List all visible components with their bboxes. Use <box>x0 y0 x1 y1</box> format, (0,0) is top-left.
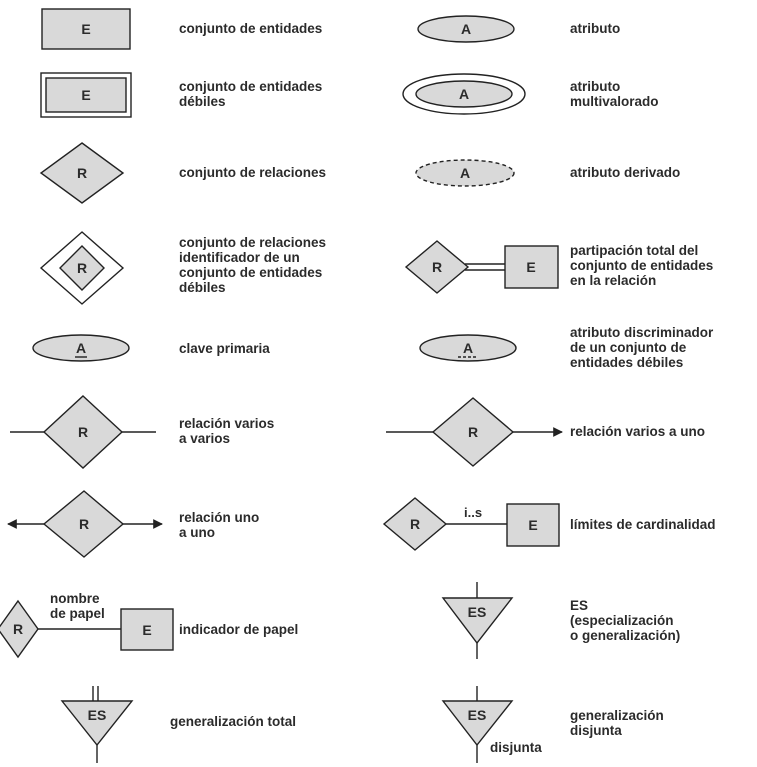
attribute-symbol <box>418 16 514 42</box>
isa-symbol <box>443 582 512 659</box>
attribute-letter: A <box>459 165 471 181</box>
label-disjoint: disjunta <box>490 740 542 755</box>
identifying-relationship-symbol <box>41 232 123 304</box>
label-primary-key: clave primaria <box>179 341 270 356</box>
relationship-letter: R <box>12 621 24 637</box>
label-weak-entity-set: conjunto de entidades débiles <box>179 79 323 109</box>
isa-letters: ES <box>87 707 107 723</box>
label-one-to-one: relación uno a uno <box>179 510 260 540</box>
label-disjoint-generalization: generalización disjunta <box>570 708 664 738</box>
many-to-one-symbol <box>386 398 562 466</box>
label-identifying-relationship: conjunto de relaciones identificador de un conjunto de entidades débiles <box>179 235 327 295</box>
entity-letter: E <box>526 259 536 275</box>
discriminator-attribute-symbol <box>420 335 516 361</box>
label-total-generalization: generalización total <box>170 714 297 729</box>
isa-letters: ES <box>467 707 487 723</box>
attribute-letter: A <box>75 340 87 356</box>
label-discriminator-attribute: atributo discriminador de un conjunto de entidades débiles <box>570 325 714 370</box>
label-role-indicator: indicador de papel <box>179 622 299 637</box>
label-many-to-one: relación varios a uno <box>570 424 706 439</box>
weak-entity-set-symbol <box>41 73 131 117</box>
label-relationship-set: conjunto de relaciones <box>179 165 327 180</box>
attribute-letter: A <box>462 340 474 356</box>
entity-letter: E <box>81 87 91 103</box>
relationship-letter: R <box>78 516 90 532</box>
one-to-one-symbol <box>8 491 162 557</box>
isa-letters: ES <box>467 604 487 620</box>
label-role-name: nombre de papel <box>50 591 105 621</box>
relationship-letter: R <box>431 259 443 275</box>
relationship-letter: R <box>467 424 479 440</box>
label-entity-set: conjunto de entidades <box>179 21 323 36</box>
cardinality-limits-symbol <box>384 498 559 550</box>
label-multivalued-attribute: atributo multivalorado <box>570 79 659 109</box>
entity-letter: E <box>142 622 152 638</box>
label-many-to-many: relación varios a varios <box>179 416 275 446</box>
label-attribute: atributo <box>570 21 621 36</box>
attribute-letter: A <box>460 21 472 37</box>
attribute-letter: A <box>458 86 470 102</box>
relationship-letter: R <box>409 516 421 532</box>
entity-set-symbol <box>42 9 130 49</box>
relationship-letter: R <box>77 424 89 440</box>
cardinality-text: i..s <box>464 505 483 520</box>
relationship-letter: R <box>76 260 88 276</box>
entity-letter: E <box>81 21 91 37</box>
multivalued-attribute-symbol <box>403 74 525 114</box>
label-cardinality-limits: límites de cardinalidad <box>570 517 716 532</box>
total-generalization-symbol <box>62 686 132 763</box>
label-isa: ES (especialización o generalización) <box>570 598 681 643</box>
many-to-many-symbol <box>10 396 156 468</box>
relationship-letter: R <box>76 165 88 181</box>
derived-attribute-symbol <box>416 160 514 186</box>
label-total-participation: partipación total del conjunto de entidades en la relación <box>570 243 714 288</box>
label-derived-attribute: atributo derivado <box>570 165 681 180</box>
total-participation-symbol <box>406 241 558 293</box>
primary-key-symbol <box>33 335 129 361</box>
entity-letter: E <box>528 517 538 533</box>
relationship-set-symbol <box>41 143 123 203</box>
